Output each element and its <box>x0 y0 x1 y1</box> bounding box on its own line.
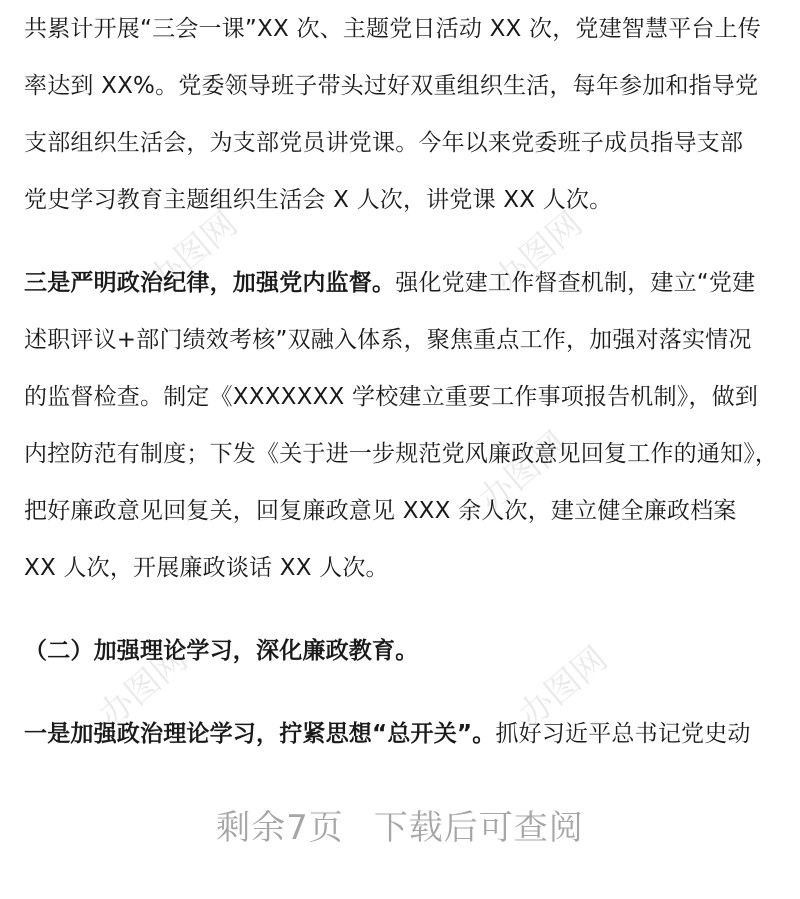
download-prompt[interactable] <box>0 800 800 849</box>
subsection-heading: （二）加强理论学习，深化廉政教育。 <box>24 638 419 664</box>
watermark: 办图网 <box>471 424 576 521</box>
paragraph-line: 共累计开展“三会一课”XX 次、主题党日活动 XX 次，党建智慧平台上传 <box>24 16 761 42</box>
paragraph-line: 党史学习教育主题组织生活会 X 人次，讲党课 XX 人次。 <box>24 187 613 213</box>
section-heading: 一是加强政治理论学习，拧紧思想“总开关”。 <box>24 721 496 747</box>
paragraph-text: 抓好习近平总书记党史动 <box>495 721 751 747</box>
paragraph-line: 率达到 XX%。党委领导班子带头过好双重组织生活，每年参加和指导党 <box>24 73 759 99</box>
watermark: 办图网 <box>511 639 616 736</box>
watermark: 办图网 <box>486 204 591 301</box>
paragraph-line: 把好廉政意见回复关，回复廉政意见 XXX 余人次，建立健全廉政档案 <box>24 498 737 524</box>
paragraph-line: 的监督检查。制定《XXXXXXX 学校建立重要工作事项报告机制》，做到 <box>24 384 759 410</box>
section-heading: 三是严明政治纪律，加强党内监督。 <box>24 270 396 296</box>
section-paragraph-first-line <box>24 715 751 748</box>
paragraph-line: 内控防范有制度；下发《关于进一步规范党风廉政意见回复工作的通知》， <box>24 441 779 467</box>
watermark: 办图网 <box>141 204 246 301</box>
paragraph-line: 述职评议+部门绩效考核”双融入体系，聚焦重点工作，加强对落实情况 <box>24 327 752 353</box>
watermark: 办图网 <box>91 639 196 736</box>
download-to-view-text: 下载后可查阅 <box>373 808 584 848</box>
remaining-pages-text: 剩余7页 <box>216 808 344 848</box>
paragraph-text: 强化党建工作督查机制，建立“党建 <box>395 270 756 296</box>
paragraph-line: 支部组织生活会，为支部党员讲党课。今年以来党委班子成员指导支部 <box>24 130 744 156</box>
paragraph-line: XX 人次，开展廉政谈话 XX 人次。 <box>24 555 389 581</box>
section-paragraph-first-line <box>24 264 755 297</box>
